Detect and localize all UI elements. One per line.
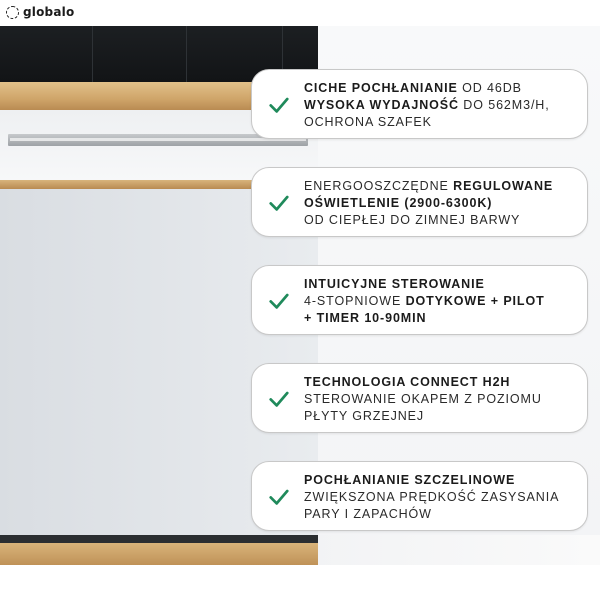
checkmark-icon [268,290,290,312]
checkmark-icon [268,94,290,116]
feature-text: ENERGOOSZCZĘDNE REGULOWANE OŚWIETLENIE (2900-6300K) OD CIEPŁEJ DO ZIMNEJ BARWY [304,179,554,227]
feature-card [251,69,588,139]
feature-text: TECHNOLOGIA CONNECT H2H STEROWANIE OKAPEM Z POZIOMU PŁYTY GRZEJNEJ [304,375,542,423]
feature-card [251,265,588,335]
checkmark-icon [268,486,290,508]
feature-card [251,363,588,433]
feature-text: POCHŁANIANIE SZCZELINOWE ZWIĘKSZONA PRĘDKOŚĆ ZASYSANIA PARY I ZAPACHÓW [304,473,560,521]
feature-text: INTUICYJNE STEROWANIE 4-STOPNIOWE DOTYKOWE + PILOT + TIMER 10-90MIN [304,277,545,325]
logo-text: globalo [23,5,75,19]
feature-card [251,461,588,531]
feature-text: CICHE POCHŁANIANIE OD 46DB WYSOKA WYDAJNOŚĆ DO 562M3/H, OCHRONA SZAFEK [304,81,550,129]
logo-icon [6,6,19,19]
checkmark-icon [268,388,290,410]
feature-card [251,167,588,237]
checkmark-icon [268,192,290,214]
brand-logo [6,5,74,19]
wood-countertop [0,543,318,565]
cooktop [0,535,318,543]
